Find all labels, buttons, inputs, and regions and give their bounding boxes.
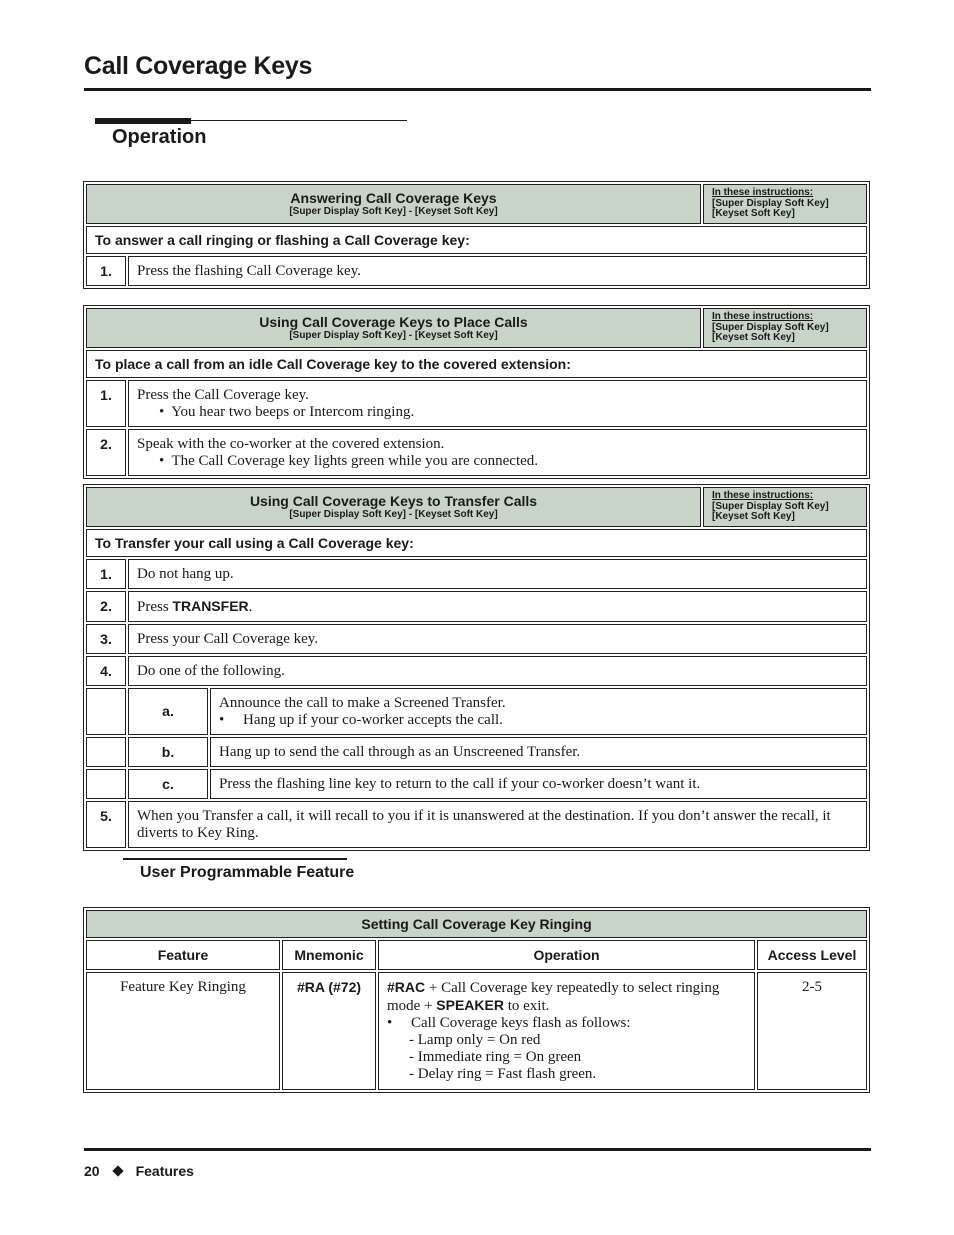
blank-cell — [86, 769, 126, 799]
bullet-text: The Call Coverage key lights green while you are connected. — [171, 452, 539, 469]
place-calls-table — [83, 305, 870, 479]
diamond-icon — [112, 1165, 123, 1176]
transfer-key-label: TRANSFER — [172, 597, 249, 614]
substep-letter: b. — [128, 737, 208, 767]
step-bullet: • You hear two beeps or Intercom ringing. — [159, 403, 415, 420]
step-text-suffix: . — [248, 598, 253, 615]
substep-text — [210, 688, 867, 735]
footer-rule — [84, 1148, 871, 1151]
step-text: Press your Call Coverage key. — [128, 624, 867, 654]
footer-section: Features — [135, 1163, 194, 1179]
instructions-legend — [703, 487, 867, 527]
access-level-cell: 2-5 — [757, 972, 867, 1090]
programming-table — [83, 907, 870, 1093]
substep-letter: c. — [128, 769, 208, 799]
step-number: 2. — [86, 591, 126, 622]
subsection-title: User Programmable Feature — [140, 864, 355, 881]
step-text — [128, 380, 867, 427]
table-intro: To answer a call ringing or flashing a Call Coverage key: — [86, 226, 867, 254]
bullet-text: Hang up if your co-worker accepts the call. — [243, 711, 503, 728]
table-title: Answering Call Coverage Keys — [290, 190, 497, 207]
step-text: Do not hang up. — [128, 559, 867, 589]
blank-cell — [86, 737, 126, 767]
ring-option: - Immediate ring = On green — [409, 1049, 582, 1065]
step-bullet: • The Call Coverage key lights green while you are connected. — [159, 452, 539, 469]
table-header — [86, 184, 701, 224]
substep-text: Hang up to send the call through as an Unscreened Transfer. — [210, 737, 867, 767]
bullet-text: You hear two beeps or Intercom ringing. — [171, 403, 415, 420]
instructions-legend — [703, 308, 867, 348]
programming-table-title: Setting Call Coverage Key Ringing — [86, 910, 867, 938]
page-title: Call Coverage Keys — [84, 52, 313, 80]
section-title: Operation — [112, 126, 207, 148]
table-title: Using Call Coverage Keys to Place Calls — [259, 314, 528, 331]
column-header-feature: Feature — [86, 940, 280, 970]
operation-text — [387, 979, 746, 1015]
instructions-legend — [703, 184, 867, 224]
column-header-operation: Operation — [378, 940, 755, 970]
table-subtitle: [Super Display Soft Key] - [Keyset Soft Key] — [289, 509, 498, 521]
page-number: 20 — [84, 1163, 100, 1179]
operation-cell — [378, 972, 755, 1090]
substep-letter: a. — [128, 688, 208, 735]
step-text — [128, 591, 867, 622]
transfer-calls-table — [83, 484, 870, 851]
mnemonic-code: #RA (#72) — [296, 979, 362, 995]
ring-option: - Delay ring = Fast flash green. — [409, 1066, 597, 1082]
column-header-access-level: Access Level — [757, 940, 867, 970]
speaker-key-label: SPEAKER — [436, 997, 504, 1013]
table-subtitle: [Super Display Soft Key] - [Keyset Soft Key] — [289, 330, 498, 342]
blank-cell — [86, 688, 126, 735]
bullet-text: Call Coverage keys flash as follows: — [411, 1015, 631, 1031]
subsection-rule — [123, 858, 347, 860]
step-number: 1. — [86, 380, 126, 427]
feature-cell: Feature Key Ringing — [86, 972, 280, 1090]
legend-line: [Super Display Soft Key] — [712, 197, 829, 209]
section-rule-thin — [191, 120, 407, 121]
table-intro: To place a call from an idle Call Coverage key to the covered extension: — [86, 350, 867, 378]
table-title: Using Call Coverage Keys to Transfer Calls — [249, 493, 538, 510]
footer — [84, 1163, 194, 1179]
section-rule-thick — [95, 118, 191, 124]
table-subtitle: [Super Display Soft Key] - [Keyset Soft Key] — [289, 206, 498, 218]
operation-text-part: + Call Coverage key repeatedly to select ringing mode + — [387, 980, 720, 1014]
step-text: Do one of the following. — [128, 656, 867, 686]
substep-text: Press the flashing line key to return to the call if your co-worker doesn’t want it. — [210, 769, 867, 799]
legend-line: [Super Display Soft Key] — [712, 500, 829, 512]
title-rule — [84, 88, 871, 91]
legend-line: In these instructions: — [712, 311, 814, 322]
legend-line: In these instructions: — [712, 187, 814, 198]
mnemonic-cell — [282, 972, 376, 1090]
step-number: 3. — [86, 624, 126, 654]
operation-bullet: • Call Coverage keys flash as follows: — [387, 1015, 631, 1031]
table-header — [86, 308, 701, 348]
step-text — [128, 429, 867, 476]
operation-code: #RAC — [387, 979, 426, 995]
step-number: 4. — [86, 656, 126, 686]
legend-line: [Keyset Soft Key] — [712, 208, 795, 219]
step-number: 5. — [86, 801, 126, 848]
step-text-prefix: Press — [137, 598, 173, 615]
step-text: Press the flashing Call Coverage key. — [128, 256, 867, 286]
legend-line: [Keyset Soft Key] — [712, 332, 795, 343]
legend-line: [Keyset Soft Key] — [712, 511, 795, 522]
step-number: 1. — [86, 256, 126, 286]
table-header — [86, 487, 701, 527]
step-number: 2. — [86, 429, 126, 476]
legend-line: In these instructions: — [712, 490, 814, 501]
table-intro: To Transfer your call using a Call Coverage key: — [86, 529, 867, 557]
substep-bullet: • Hang up if your co-worker accepts the call. — [219, 711, 503, 728]
ring-option: - Lamp only = On red — [409, 1032, 541, 1048]
operation-text-part: to exit. — [503, 998, 550, 1014]
step-main-text: Speak with the co-worker at the covered extension. — [137, 435, 445, 452]
column-header-mnemonic: Mnemonic — [282, 940, 376, 970]
step-text: When you Transfer a call, it will recall to you if it is unanswered at the destination. If you don’t answer the recall, it diverts to Key Ring. — [128, 801, 867, 848]
answering-table — [83, 181, 870, 289]
legend-line: [Super Display Soft Key] — [712, 321, 829, 333]
step-number: 1. — [86, 559, 126, 589]
step-main-text: Press the Call Coverage key. — [137, 386, 309, 403]
substep-main-text: Announce the call to make a Screened Transfer. — [219, 694, 506, 711]
